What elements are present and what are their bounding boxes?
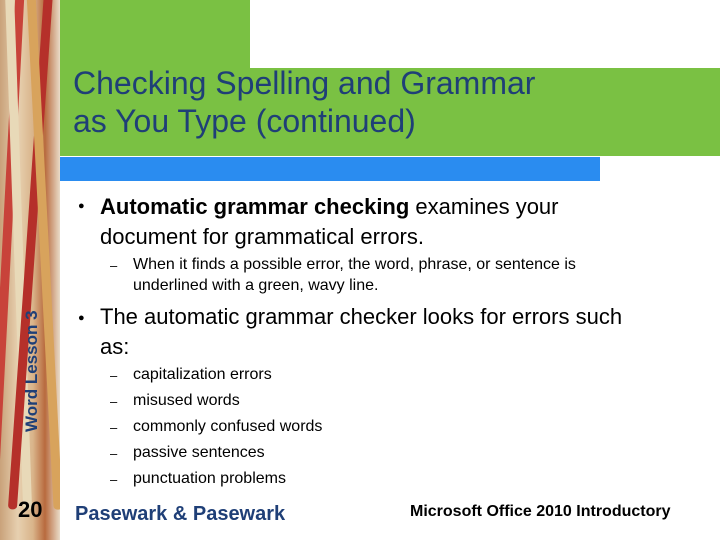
sub-bullet-2-2: misused words — [133, 392, 240, 409]
bullet-2: The automatic grammar checker looks for errors such as: — [100, 304, 623, 359]
bullet-1 — [100, 192, 640, 252]
bullet-1-bold: Automatic grammar checking — [100, 194, 410, 219]
accent-bar — [60, 157, 600, 181]
sub-bullet-marker: – — [110, 258, 118, 273]
slide-title — [73, 64, 535, 140]
sub-bullet-marker: – — [110, 420, 118, 435]
page-number: 20 — [18, 497, 43, 522]
sub-bullet-2-1: capitalization errors — [133, 366, 272, 383]
sub-bullet-1-1: When it finds a possible error, the word, phrase, or sentence is underlined with a green, wavy line. — [133, 256, 576, 294]
bullet-marker: ● — [78, 312, 85, 324]
sub-bullet-marker: – — [110, 446, 118, 461]
header-green-block — [60, 0, 250, 68]
title-line-2: as You Type (continued) — [73, 103, 416, 139]
sub-bullet-2-5: punctuation problems — [133, 470, 286, 487]
title-line-1: Checking Spelling and Grammar — [73, 65, 536, 101]
sub-bullet-marker: – — [110, 394, 118, 409]
side-lesson-label: Word Lesson 3 — [22, 310, 41, 432]
sub-bullet-2-4: passive sentences — [133, 444, 265, 461]
footer-course: Microsoft Office 2010 Introductory — [410, 503, 671, 520]
bullet-1-text: examines your document for grammatical errors. — [100, 194, 559, 249]
sub-bullet-2-3: commonly confused words — [133, 418, 323, 435]
sub-bullet-marker: – — [110, 472, 118, 487]
sub-bullet-marker: – — [110, 368, 118, 383]
footer-publisher: Pasewark & Pasewark — [75, 503, 286, 525]
bullet-marker: ● — [78, 200, 85, 212]
